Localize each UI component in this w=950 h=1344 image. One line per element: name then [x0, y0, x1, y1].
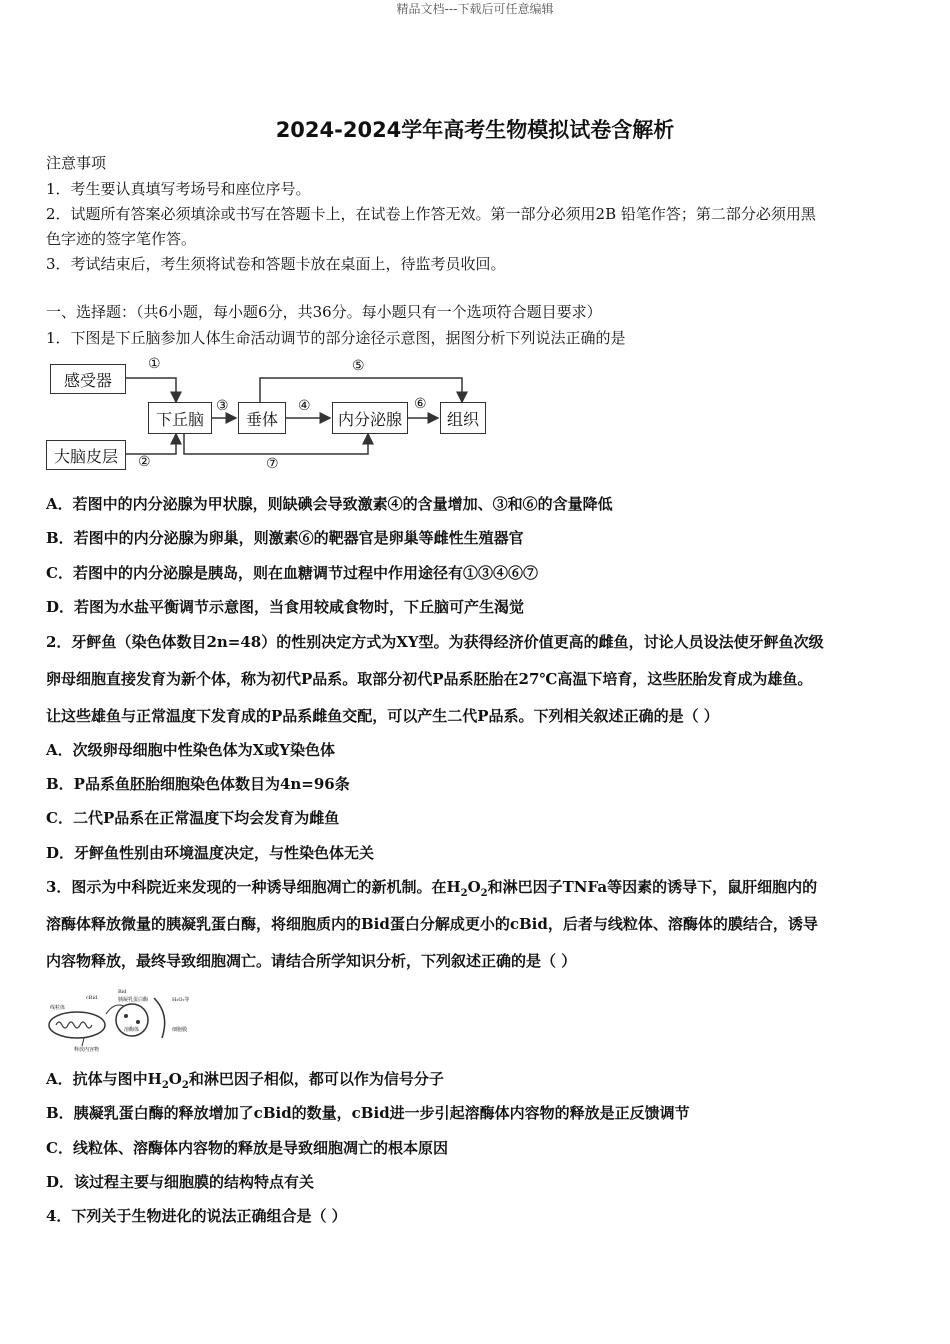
- label-3: ③: [216, 398, 229, 414]
- question-4-stem: 4．下列关于生物进化的说法正确组合是（ ）: [46, 1207, 347, 1225]
- cell-membrane-label: 细胞膜: [172, 1027, 188, 1033]
- question-3-option-d: D．该过程主要与细胞膜的结构特点有关: [46, 1173, 315, 1191]
- h2o2-label: H₂O₂等: [172, 997, 190, 1003]
- question-3-option-a: A．抗体与图中$H_2O_2$和淋巴因子相似，都可以作为信号分子: [46, 1070, 444, 1091]
- label-4: ④: [298, 398, 311, 414]
- question-2-option-a: A．次级卵母细胞中性染色体为X或Y染色体: [46, 741, 335, 759]
- question-1-option-b: B．若图中的内分泌腺为卵巢，则激素⑥的靶器官是卵巢等雌性生殖器官: [46, 529, 524, 547]
- receptor-box: 感受器: [50, 364, 126, 394]
- pituitary-box: 垂体: [238, 402, 286, 434]
- label-2: ②: [138, 454, 151, 470]
- question-1-option-a: A．若图中的内分泌腺为甲状腺，则缺碘会导致激素④的含量增加、③和⑥的含量降低: [46, 495, 613, 513]
- notice-item: 1．考生要认真填写考场号和座位序号。: [46, 180, 311, 198]
- label-1: ①: [148, 356, 161, 372]
- question-3-option-b: B．胰凝乳蛋白酶的释放增加了cBid的数量，cBid进一步引起溶酶体内容物的释放是正反馈调节: [46, 1104, 690, 1122]
- section-heading: 一、选择题：（共6小题，每小题6分，共36分。每小题只有一个选项符合题目要求）: [46, 303, 602, 321]
- question-2-stem: 让这些雄鱼与正常温度下发育成的P品系雌鱼交配，可以产生二代P品系。下列相关叙述正确的是（ ）: [46, 707, 719, 725]
- apoptosis-figure: [44, 984, 204, 1054]
- label-7: ⑦: [266, 456, 279, 472]
- tissue-box: 组织: [440, 402, 486, 434]
- page-title: 2024-2024学年高考生物模拟试卷含解析: [275, 118, 675, 142]
- label-5: ⑤: [352, 358, 365, 374]
- question-3-stem: 3．图示为中科院近来发现的一种诱导细胞凋亡的新机制。在$H_2O_2$和淋巴因子TNFa等因素的诱导下，鼠肝细胞内的: [46, 878, 818, 899]
- question-2-option-c: C．二代P品系在正常温度下均会发育为雌鱼: [46, 809, 340, 827]
- cbid-label: cBid: [86, 995, 98, 1001]
- question-1-option-c: C．若图中的内分泌腺是胰岛，则在血糖调节过程中作用途径有①③④⑥⑦: [46, 564, 538, 582]
- bid-label: Bid: [118, 989, 127, 995]
- chymotrypsin-label: 胰凝乳蛋白酶: [118, 997, 149, 1003]
- hypothalamus-box: 下丘脑: [148, 402, 212, 434]
- question-3-stem: 内容物释放，最终导致细胞凋亡。请结合所学知识分析，下列叙述正确的是（ ）: [46, 952, 577, 970]
- watermark: 精品文档---下载后可任意编辑: [396, 2, 554, 16]
- endocrine-gland-box: 内分泌腺: [332, 402, 408, 434]
- cerebral-cortex-box: 大脑皮层: [46, 440, 126, 470]
- notice-item: 2．试题所有答案必须填涂或书写在答题卡上，在试卷上作答无效。第一部分必须用2B 铅笔作答；第二部分必须用黑: [46, 205, 816, 223]
- question-2-option-d: D．牙鲆鱼性别由环境温度决定，与性染色体无关: [46, 844, 375, 862]
- question-1-stem: 1．下图是下丘脑参加人体生命活动调节的部分途径示意图，据图分析下列说法正确的是: [46, 329, 626, 347]
- hypothalamus-diagram: [44, 354, 489, 474]
- question-1-option-d: D．若图为水盐平衡调节示意图，当食用较咸食物时，下丘脑可产生渴觉: [46, 598, 525, 616]
- label-6: ⑥: [414, 396, 427, 412]
- question-2-stem: 2．牙鲆鱼（染色体数目2n=48）的性别决定方式为XY型。为获得经济价值更高的雌鱼，讨论人员设法使牙鲆鱼次级: [46, 633, 824, 651]
- question-3-option-c: C．线粒体、溶酶体内容物的释放是导致细胞凋亡的根本原因: [46, 1139, 448, 1157]
- question-3-stem: 溶酶体释放微量的胰凝乳蛋白酶，将细胞质内的Bid蛋白分解成更小的cBid，后者与线粒体、溶酶体的膜结合，诱导: [46, 915, 818, 933]
- question-2-stem: 卵母细胞直接发育为新个体，称为初代P品系。取部分初代P品系胚胎在27℃高温下培育，这些胚胎发育成为雄鱼。: [46, 670, 813, 688]
- lysosome-label: 溶酶体: [124, 1027, 140, 1033]
- release-contents-label: 释放内容物: [74, 1047, 100, 1053]
- question-2-option-b: B．P品系鱼胚胎细胞染色体数目为4n=96条: [46, 775, 350, 793]
- notice-heading: 注意事项: [46, 154, 107, 172]
- notice-item: 3．考试结束后，考生须将试卷和答题卡放在桌面上，待监考员收回。: [46, 255, 506, 273]
- mitochondria-label: 线粒体: [50, 1005, 66, 1011]
- notice-item: 色字迹的签字笔作答。: [46, 230, 197, 248]
